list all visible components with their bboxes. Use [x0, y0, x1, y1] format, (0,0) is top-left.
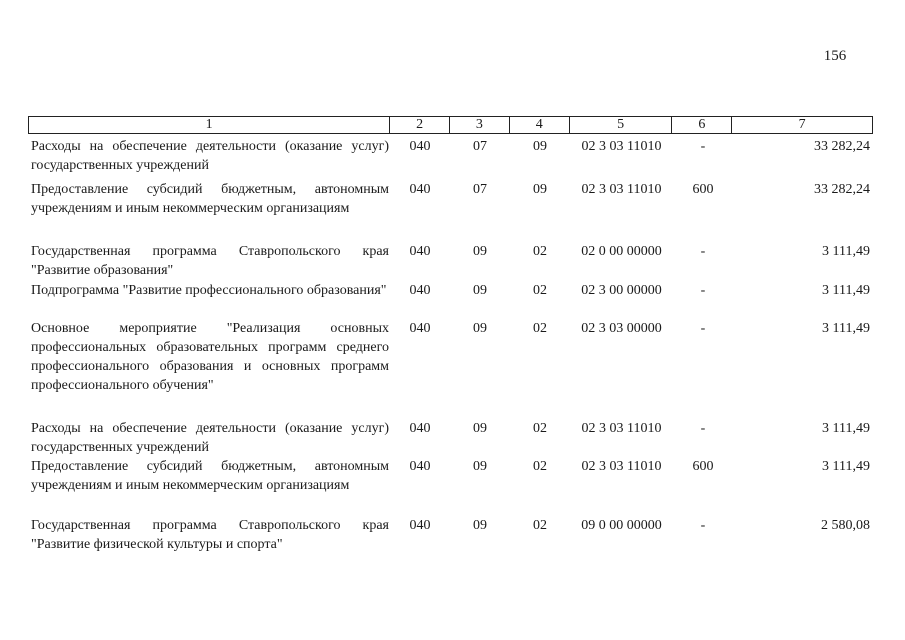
row-section: 09: [473, 518, 487, 533]
row-subsection: 02: [533, 518, 547, 533]
row-amount: 3 111,49: [822, 459, 870, 474]
header-cell-2: 2: [390, 117, 450, 133]
row-name: Государственная программа Ставропольского края "Развитие физической культуры и спорта": [31, 518, 389, 552]
header-cell-4: 4: [510, 117, 570, 133]
header-cell-3: 3: [450, 117, 510, 133]
row-target: 02 3 03 11010: [581, 421, 662, 436]
row-expense-type: -: [700, 139, 706, 154]
row-subsection: 02: [533, 421, 547, 436]
row-expense-type: 600: [692, 459, 714, 474]
row-subsection: 09: [533, 182, 547, 197]
row-amount: 33 282,24: [814, 139, 870, 154]
row-amount: 33 282,24: [814, 182, 870, 197]
row-subsection: 02: [533, 459, 547, 474]
row-code: 040: [409, 421, 431, 436]
row-name: Государственная программа Ставропольского края "Развитие образования": [31, 244, 389, 278]
row-section: 09: [473, 459, 487, 474]
row-name: Расходы на обеспечение деятельности (оказание услуг) государственных учреждений: [31, 139, 389, 173]
row-code: 040: [409, 244, 431, 259]
row-name: Предоставление субсидий бюджетным, автономным учреждениям и иным некоммерческим организациям: [31, 459, 389, 493]
row-target: 02 3 03 11010: [581, 182, 662, 197]
row-section: 07: [473, 182, 487, 197]
row-target: 02 0 00 00000: [581, 244, 662, 259]
header-cell-6: 6: [672, 117, 732, 133]
row-expense-type: -: [700, 421, 706, 436]
row-section: 09: [473, 321, 487, 336]
row-amount: 3 111,49: [822, 283, 870, 298]
row-subsection: 02: [533, 283, 547, 298]
row-subsection: 09: [533, 139, 547, 154]
row-amount: 3 111,49: [822, 421, 870, 436]
row-name: Основное мероприятие "Реализация основных профессиональных образовательных программ среднего профессионального образования и основных программ профессионального обучения": [31, 321, 389, 393]
row-name: Расходы на обеспечение деятельности (оказание услуг) государственных учреждений: [31, 421, 389, 455]
row-section: 07: [473, 139, 487, 154]
row-section: 09: [473, 283, 487, 298]
row-code: 040: [409, 139, 431, 154]
row-name: Подпрограмма "Развитие профессионального образования": [31, 283, 387, 298]
row-expense-type: -: [700, 283, 706, 298]
row-expense-type: 600: [692, 182, 714, 197]
row-subsection: 02: [533, 244, 547, 259]
row-section: 09: [473, 421, 487, 436]
row-target: 02 3 03 11010: [581, 459, 662, 474]
row-expense-type: -: [700, 321, 706, 336]
row-amount: 3 111,49: [822, 244, 870, 259]
row-target: 09 0 00 00000: [581, 518, 662, 533]
header-cell-5: 5: [570, 117, 673, 133]
row-expense-type: -: [700, 518, 706, 533]
header-cell-1: 1: [29, 117, 390, 133]
row-code: 040: [409, 321, 431, 336]
row-code: 040: [409, 459, 431, 474]
row-target: 02 3 00 00000: [581, 283, 662, 298]
row-amount: 3 111,49: [822, 321, 870, 336]
table-header: [28, 116, 873, 134]
row-expense-type: -: [700, 244, 706, 259]
row-amount: 2 580,08: [821, 518, 870, 533]
row-target: 02 3 03 00000: [581, 321, 662, 336]
row-code: 040: [409, 182, 431, 197]
row-code: 040: [409, 283, 431, 298]
header-cell-7: 7: [798, 117, 806, 132]
row-target: 02 3 03 11010: [581, 139, 662, 154]
row-subsection: 02: [533, 321, 547, 336]
page-number: 156: [823, 48, 847, 64]
row-section: 09: [473, 244, 487, 259]
row-code: 040: [409, 518, 431, 533]
row-name: Предоставление субсидий бюджетным, автономным учреждениям и иным некоммерческим организациям: [31, 182, 389, 216]
